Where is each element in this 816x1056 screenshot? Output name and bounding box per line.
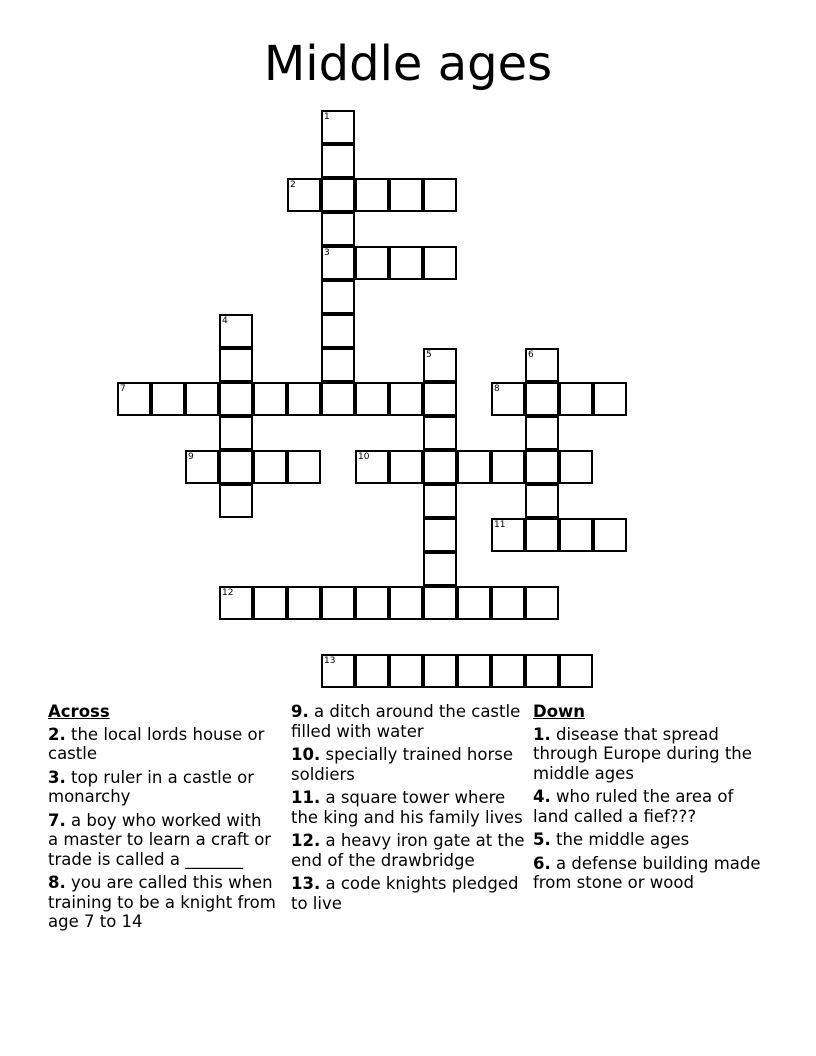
- clues-column-1: [48, 702, 276, 936]
- grid-cell[interactable]: [491, 382, 525, 416]
- grid-cell[interactable]: [525, 518, 559, 552]
- grid-cell[interactable]: [491, 450, 525, 484]
- grid-cell[interactable]: [287, 178, 321, 212]
- grid-cell[interactable]: [219, 314, 253, 348]
- grid-cell[interactable]: [389, 382, 423, 416]
- grid-cell[interactable]: [355, 246, 389, 280]
- grid-cell[interactable]: [321, 348, 355, 382]
- cell-number: 7: [120, 384, 126, 394]
- grid-cell[interactable]: [593, 518, 627, 552]
- grid-cell[interactable]: [423, 382, 457, 416]
- across-clue-9: 9. a ditch around the castle filled with water: [291, 702, 521, 741]
- grid-cell[interactable]: [525, 348, 559, 382]
- grid-cell[interactable]: [355, 450, 389, 484]
- grid-cell[interactable]: [185, 450, 219, 484]
- grid-cell[interactable]: [151, 382, 185, 416]
- grid-cell[interactable]: [457, 450, 491, 484]
- grid-cell[interactable]: [321, 314, 355, 348]
- clues-column-3: [533, 702, 773, 897]
- grid-cell[interactable]: [525, 450, 559, 484]
- cell-number: 2: [290, 180, 296, 190]
- cell-number: 12: [222, 588, 234, 598]
- grid-cell[interactable]: [593, 382, 627, 416]
- grid-cell[interactable]: [219, 416, 253, 450]
- grid-cell[interactable]: [219, 484, 253, 518]
- cell-number: 9: [188, 452, 194, 462]
- across-clue-10: 10. specially trained horse soldiers: [291, 745, 514, 784]
- grid-cell[interactable]: [219, 586, 253, 620]
- grid-cell[interactable]: [423, 654, 457, 688]
- grid-cell[interactable]: [321, 144, 355, 178]
- across-clue-13: 13. a code knights pledged to live: [291, 874, 519, 913]
- grid-cell[interactable]: [355, 178, 389, 212]
- grid-cell[interactable]: [491, 518, 525, 552]
- page-title: Middle ages: [263, 36, 553, 92]
- grid-cell[interactable]: [525, 586, 559, 620]
- grid-cell[interactable]: [219, 382, 253, 416]
- cell-number: 13: [324, 656, 336, 666]
- cell-number: 8: [494, 384, 500, 394]
- grid-cell[interactable]: [559, 654, 593, 688]
- across-clue-2: 2. the local lords house or castle: [48, 724, 265, 763]
- cell-number: 3: [324, 248, 330, 258]
- across-clue-7: 7. a boy who worked with a master to learn a craft or trade is called a _______: [48, 810, 272, 869]
- grid-cell[interactable]: [423, 178, 457, 212]
- grid-cell[interactable]: [321, 654, 355, 688]
- grid-cell[interactable]: [321, 178, 355, 212]
- grid-cell[interactable]: [389, 178, 423, 212]
- down-heading: Down: [533, 702, 586, 721]
- grid-cell[interactable]: [185, 382, 219, 416]
- down-clue-4: 4. who ruled the area of land called a fief???: [533, 787, 734, 826]
- grid-cell[interactable]: [355, 382, 389, 416]
- cell-number: 11: [494, 520, 506, 530]
- cell-number: 10: [358, 452, 370, 462]
- grid-cell[interactable]: [525, 484, 559, 518]
- grid-cell[interactable]: [253, 382, 287, 416]
- down-clue-1: 1. disease that spread through Europe during the middle ages: [533, 724, 752, 783]
- down-clue-6: 6. a defense building made from stone or wood: [533, 853, 761, 892]
- grid-cell[interactable]: [389, 450, 423, 484]
- grid-cell[interactable]: [423, 484, 457, 518]
- cell-number: 4: [222, 316, 228, 326]
- grid-cell[interactable]: [457, 586, 491, 620]
- grid-cell[interactable]: [219, 348, 253, 382]
- across-clue-3: 3. top ruler in a castle or monarchy: [48, 767, 255, 806]
- grid-cell[interactable]: [355, 586, 389, 620]
- grid-cell[interactable]: [423, 348, 457, 382]
- grid-cell[interactable]: [423, 246, 457, 280]
- clues-column-2: [291, 702, 529, 917]
- grid-cell[interactable]: [423, 416, 457, 450]
- grid-cell[interactable]: [117, 382, 151, 416]
- across-clue-12: 12. a heavy iron gate at the end of the drawbridge: [291, 831, 525, 870]
- grid-cell[interactable]: [321, 246, 355, 280]
- grid-cell[interactable]: [389, 246, 423, 280]
- grid-cell[interactable]: [253, 450, 287, 484]
- across-heading: Across: [48, 702, 110, 721]
- across-clue-11: 11. a square tower where the king and his family lives: [291, 788, 523, 827]
- grid-cell[interactable]: [389, 586, 423, 620]
- grid-cell[interactable]: [321, 280, 355, 314]
- grid-cell[interactable]: [525, 654, 559, 688]
- across-clue-8: 8. you are called this when training to be a knight from age 7 to 14: [48, 873, 276, 931]
- cell-number: 6: [528, 350, 534, 360]
- grid-cell[interactable]: [219, 450, 253, 484]
- grid-cell[interactable]: [321, 212, 355, 246]
- grid-cell[interactable]: [423, 552, 457, 586]
- grid-cell[interactable]: [253, 586, 287, 620]
- grid-cell[interactable]: [491, 654, 525, 688]
- cell-number: 1: [324, 112, 330, 122]
- grid-cell[interactable]: [321, 110, 355, 144]
- cell-number: 5: [426, 350, 432, 360]
- down-clue-5: 5. the middle ages: [533, 830, 690, 849]
- grid-cell[interactable]: [559, 382, 593, 416]
- grid-cell[interactable]: [321, 586, 355, 620]
- grid-cell[interactable]: [389, 654, 423, 688]
- grid-cell[interactable]: [491, 586, 525, 620]
- grid-cell[interactable]: [457, 654, 491, 688]
- grid-cell[interactable]: [559, 450, 593, 484]
- grid-cell[interactable]: [355, 654, 389, 688]
- grid-cell[interactable]: [525, 382, 559, 416]
- grid-cell[interactable]: [321, 382, 355, 416]
- grid-cell[interactable]: [287, 450, 321, 484]
- grid-cell[interactable]: [423, 450, 457, 484]
- grid-cell[interactable]: [559, 518, 593, 552]
- grid-cell[interactable]: [423, 586, 457, 620]
- grid-cell[interactable]: [525, 416, 559, 450]
- grid-cell[interactable]: [287, 382, 321, 416]
- grid-cell[interactable]: [287, 586, 321, 620]
- grid-cell[interactable]: [423, 518, 457, 552]
